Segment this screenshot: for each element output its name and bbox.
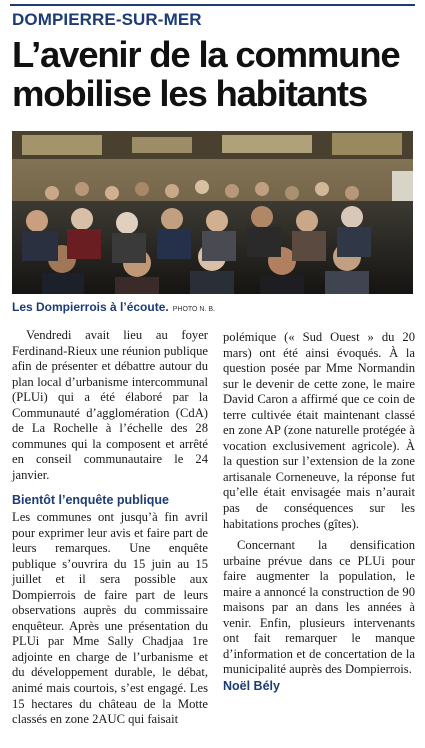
top-rule	[10, 4, 415, 6]
photo-caption-text: Les Dompierrois à l’écoute.	[12, 300, 169, 314]
paragraph-body-continued: polémique (« Sud Ouest » du 20 mars) ont été ainsi évoqués. À la question posée par Mme Normandin sur le devenir de cette zone, le maire David Caron a affirmé que ce coin de terre cultivée était maintenant classé en zone AP (zone naturelle protégée à vocation exclusivement agricole). À la question sur l’extension de la zone artisanale Corneneuve, la réponse fut qu’elle était envisagée mais n’aurait pas de conséquences sur les habitations proches (gîtes).	[223, 330, 415, 531]
audience-photo-illustration	[12, 131, 413, 294]
article-column-right	[223, 330, 415, 695]
location-kicker: DOMPIERRE-SUR-MER	[12, 10, 202, 29]
audience-photo	[12, 131, 413, 294]
headline-line-1: L’avenir de la commune	[12, 34, 400, 75]
paragraph-body: Les communes ont jusqu’à fin avril pour exprimer leur avis et faire part de leurs remarques. Une enquête publique s’ouvrira du 15 juin au 15 juillet et il sera possible aux Dompierrois de faire part de leurs observations auprès du commissaire enquêteur. Après une présentation du PLUi par Mme Sally Chadjaa 1re adjointe en charge de l’urbanisme et du développement durable, le débat, animé mais courtois, s’est engagé. Les 15 hectares du château de la Motte classés en zone 2AUC qui faisait	[12, 510, 208, 727]
headline	[12, 35, 417, 113]
paragraph-intro: Vendredi avait lieu au foyer Ferdinand-Rieux une réunion publique afin de présenter et débattre autour du plan local d’urbanisme intercommunal (PLUi) qui a été élaboré par la Communauté d’agglomération (CdA) de La Rochelle à l’échelle des 28 communes qui la composent et arrêté en conseil communautaire le 24 janvier.	[12, 328, 208, 482]
article-column-left	[12, 328, 208, 728]
subheading: Bientôt l’enquête publique	[12, 493, 169, 508]
photo-caption	[12, 300, 413, 314]
photo-credit: PHOTO N. B.	[172, 306, 215, 313]
paragraph-conclusion: Concernant la densification urbaine prévue dans ce PLUi pour faire augmenter la population, le maire a annoncé la construction de 90 maisons par an dans les années à venir. Enfin, plusieurs intervenants ont fait remarquer le manque d’information et de concertation de la municipalité auprès des Dompierrois.	[223, 538, 415, 677]
headline-line-2: mobilise les habitants	[12, 73, 367, 114]
byline: Noël Bély	[223, 679, 280, 694]
